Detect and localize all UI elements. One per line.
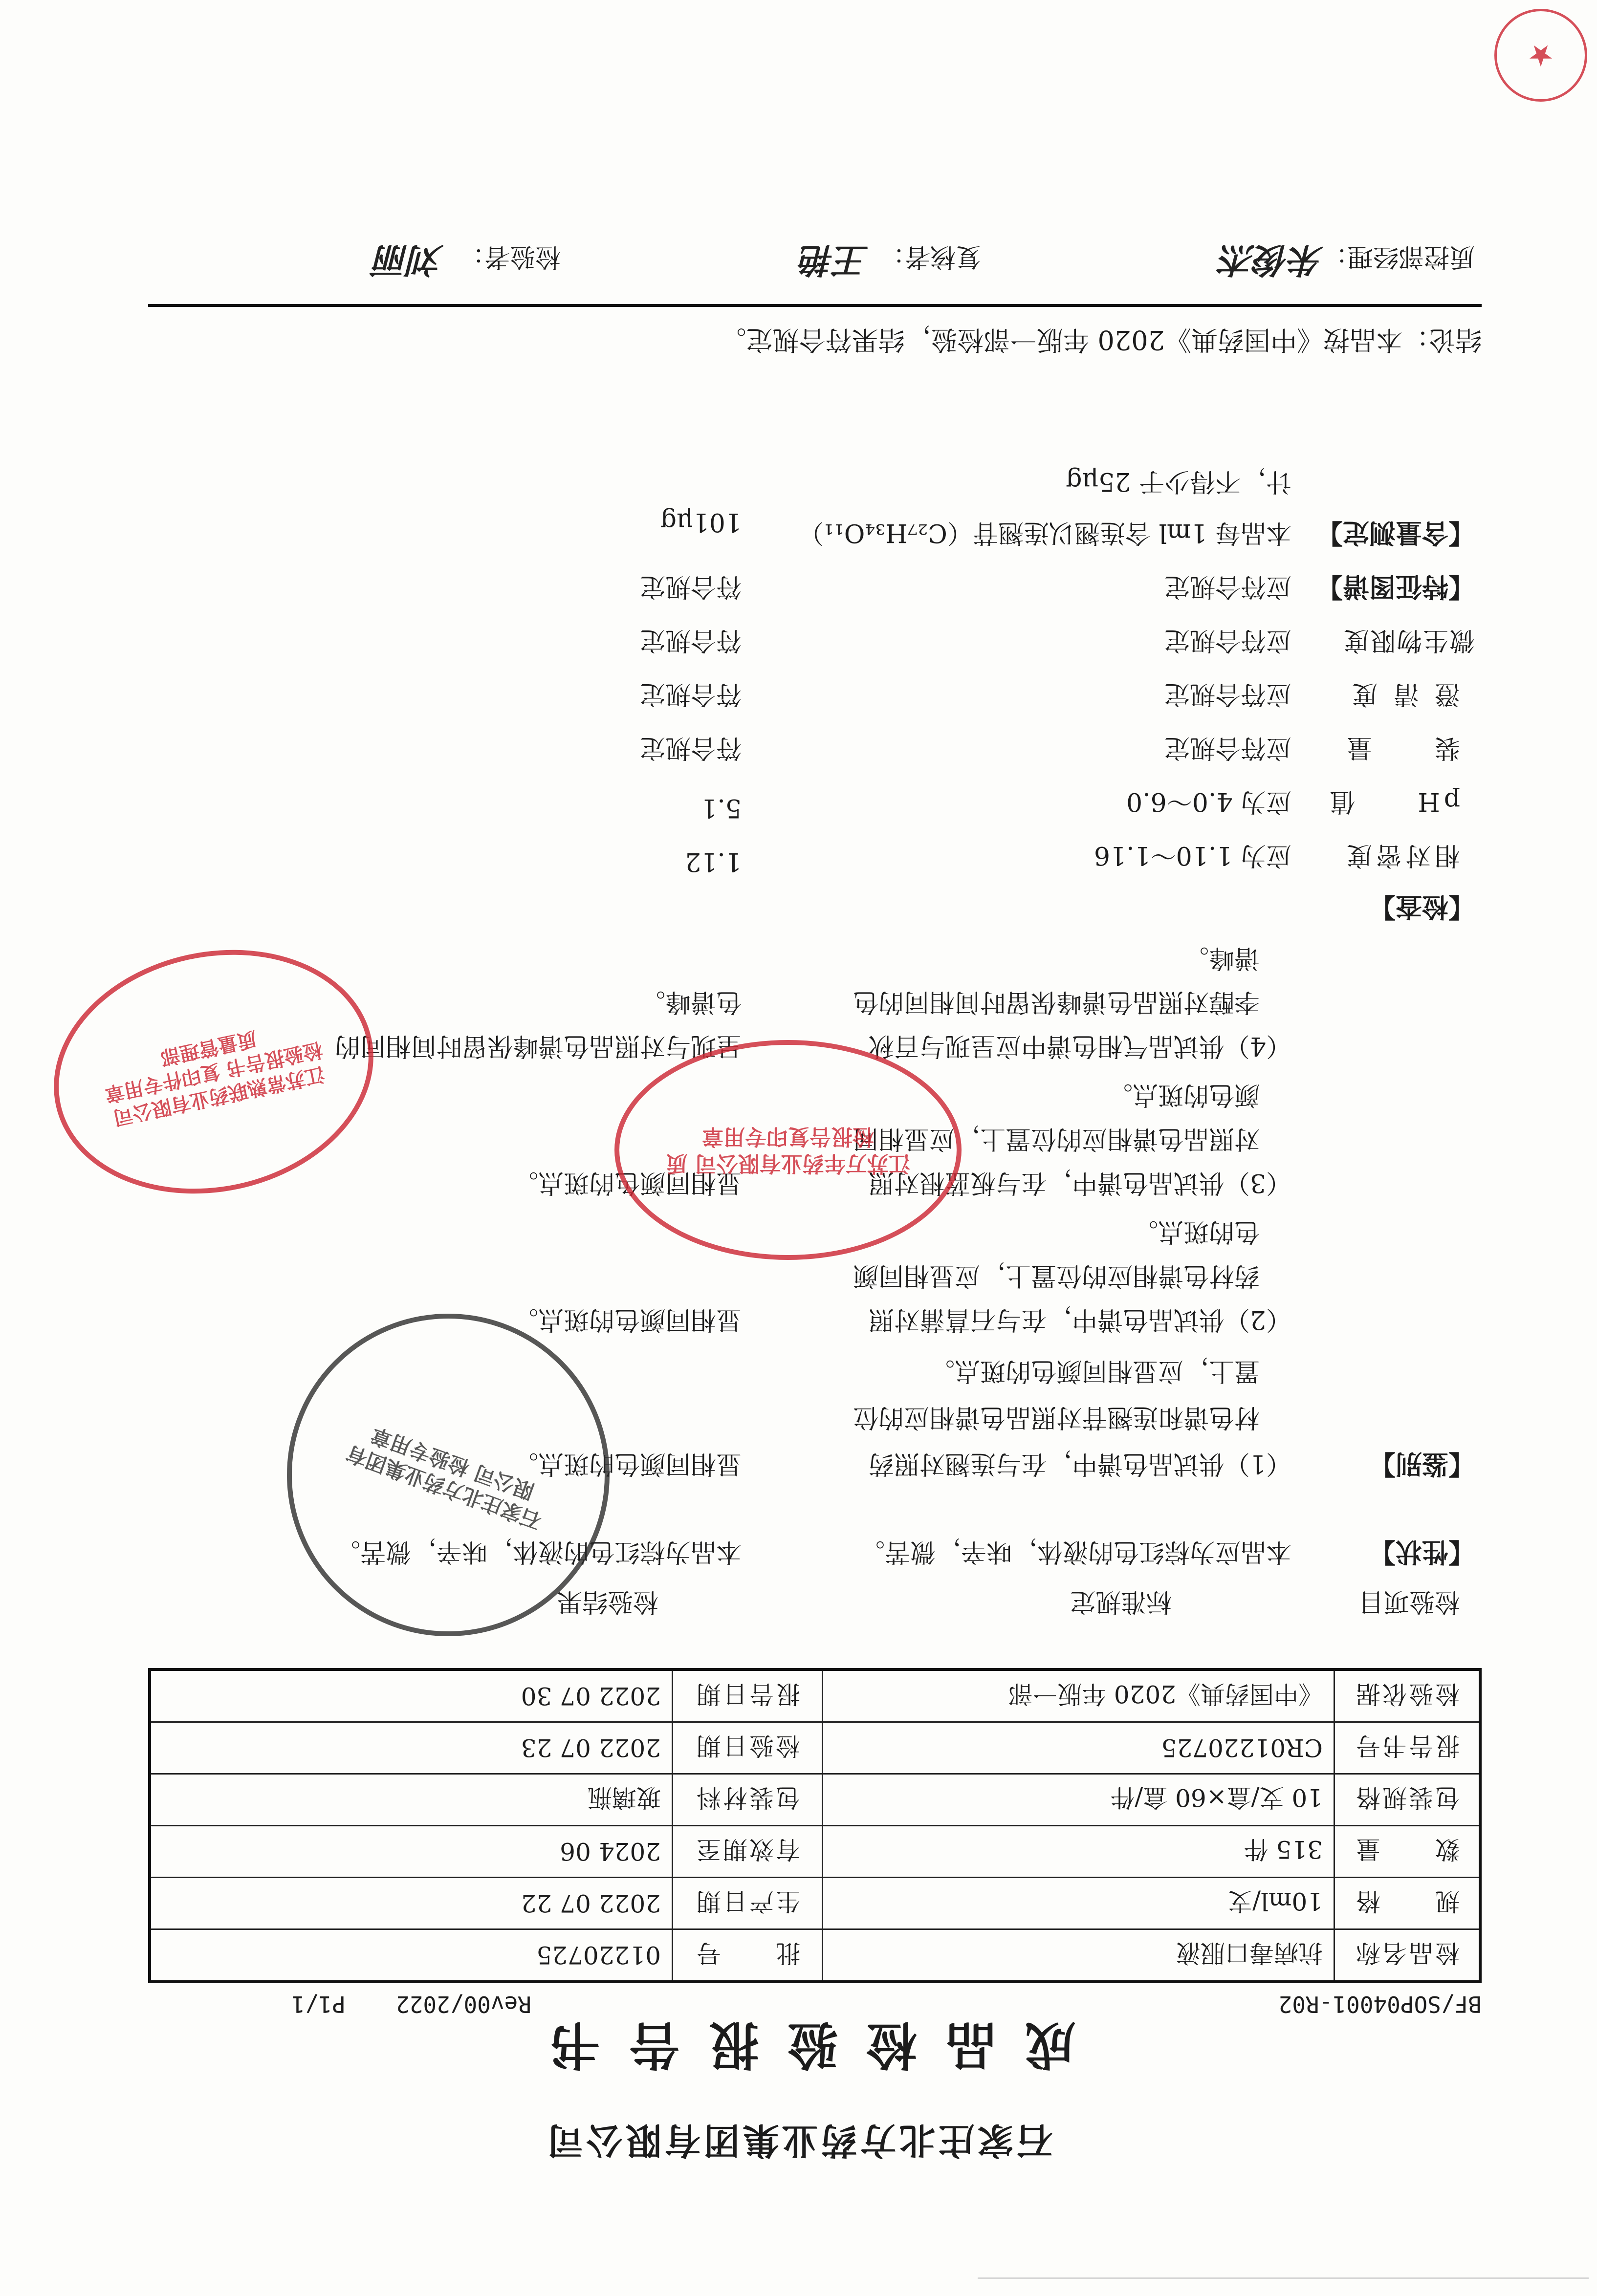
ident-4-result-line-1: 呈现与对照品色谱峰保留时间相同的 [334,1031,742,1061]
table-row [150,1929,1480,1982]
stamp-company-red [31,921,396,1223]
ident-2-line-1: （2）供试品色谱中，在与石菖蒲对照 [868,1305,1291,1334]
stamp-small-red [1494,9,1587,102]
inspector-signature: 刘丽 [375,240,443,280]
value-inspection-date: 2022 07 23 [150,1722,673,1774]
divider [148,304,1482,307]
company-name: 石家庄北方药业集团有限公司 [544,2119,1053,2161]
header-item: 检验项目 [1358,1587,1460,1616]
ident-3-line-3: 颜色的斑点。 [1107,1080,1260,1109]
ident-4-result-line-2: 色谱峰。 [639,987,742,1017]
ident-4-line-2: 李醇对照品色谱峰保留时间相同的色 [853,987,1260,1017]
test-ph-result: 5.1 [701,793,742,823]
value-report-date: 2022 07 30 [150,1669,673,1722]
label-quantity: 数 量 [1334,1826,1481,1878]
value-report-no: CR01220725 [823,1722,1334,1774]
test-ph-label: pH 值 [1326,787,1460,816]
report-title: 成品检验报告书 [521,2015,1076,2075]
ident-1-line-2: 材色谱和连翘苷对照品色谱相应的位 [853,1403,1260,1432]
assay-result: 101μg [660,507,742,537]
section-identification: 【鉴别】 [1369,1449,1475,1480]
value-package-material: 玻璃瓶 [150,1774,673,1826]
label-report-date: 报告日期 [673,1669,823,1722]
ident-2-line-2: 药材色谱相应的位置上，应显相同颜 [853,1261,1260,1290]
assay-standard-line-2: 计，不得少于 25μg [1066,467,1291,496]
test-microbe-label: 微生物限度 [1342,626,1475,655]
section-fingerprint: 【特征图谱】 [1316,571,1475,603]
value-production-date: 2022 07 22 [150,1878,673,1929]
page-number: P1/1 [291,1991,346,2017]
ident-4-line-1: （4）供试品气相色谱中应呈现与百秋 [868,1031,1291,1061]
ident-3-line-1: （3）供试品色谱中，在与板蓝根对照 [868,1168,1291,1197]
label-expiry: 有效期至 [673,1826,823,1878]
inspector-label: 检验者： [459,242,561,271]
document-number: BF/SOP04001-R02 [1278,1991,1482,2017]
test-density-standard: 应为 1.10～1.16 [1094,841,1291,870]
test-volume-result: 符合规定 [639,733,742,762]
test-density-result: 1.12 [685,847,742,876]
conclusion: 结论：本品按《中国药典》2020 年版一部检验，结果符合规定。 [720,325,1482,355]
value-expiry: 2024 06 [150,1826,673,1878]
label-inspection-date: 检验日期 [673,1722,823,1774]
test-clarity-standard: 应符合规定 [1164,679,1291,709]
product-info-table [148,1668,1482,1983]
table-row [150,1774,1480,1826]
test-ph-standard: 应为 4.0～6.0 [1126,787,1291,816]
table-row [150,1669,1480,1722]
manager-signature: 朱俊杰 [1221,240,1323,280]
stamp-copy-red-text: 江苏万年药业有限公司 质检报告复印专用章 [666,1124,910,1176]
appearance-standard: 本品应为棕红色的液体，味辛，微苦。 [859,1537,1291,1566]
value-spec: 10ml/支 [823,1878,1334,1929]
ident-1-result: 显相同颜色的斑点。 [512,1449,742,1478]
reviewer-label: 复核者： [879,242,981,271]
label-package-material: 包装材料 [673,1774,823,1826]
test-density-label: 相对密度 [1342,841,1460,870]
section-assay: 【含量测定】 [1316,518,1475,549]
label-production-date: 生产日期 [673,1878,823,1929]
value-product-name: 抗病毒口服液 [823,1929,1334,1982]
test-volume-standard: 应符合规定 [1164,733,1291,762]
value-batch-no: 01220725 [150,1929,673,1982]
ident-4-line-3: 谱峰。 [1183,943,1260,973]
table-row [150,1722,1480,1774]
table-row [150,1878,1480,1929]
appearance-result: 本品为棕红色的液体，味辛，微苦。 [334,1537,742,1566]
label-report-no: 报告书号 [1334,1722,1481,1774]
section-tests: 【检查】 [1369,891,1475,923]
ident-2-result: 显相同颜色的斑点。 [512,1305,742,1334]
label-product-name: 检品名称 [1334,1929,1481,1982]
ident-3-line-2: 对照品色谱相应的位置上，应显相同 [853,1124,1260,1153]
header-standard: 标准规定 [1070,1587,1172,1616]
test-microbe-result: 符合规定 [639,626,742,655]
stamp-copy-red [614,1040,962,1260]
scan-line [978,2277,1589,2279]
section-appearance: 【性状】 [1369,1537,1475,1568]
reviewer-signature: 王艳 [800,240,869,280]
value-quantity: 315 件 [823,1826,1334,1878]
test-microbe-standard: 应符合规定 [1164,626,1291,655]
assay-standard-line-1: 本品每 1ml 含连翘以连翘苷（C₂₇H₃₄O₁₁） [798,518,1291,547]
test-volume-label: 装 量 [1342,733,1460,762]
star-icon: ★ [1528,38,1554,72]
label-spec: 规 格 [1334,1878,1481,1929]
table-row [150,1826,1480,1878]
manager-label: 质控部经理： [1322,242,1475,271]
test-clarity-result: 符合规定 [639,679,742,709]
ident-1-line-1: （1）供试品色谱中，在与连翘对照药 [868,1449,1291,1478]
label-package-spec: 包装规格 [1334,1774,1481,1826]
value-basis: 《中国药典》2020 年版一部 [823,1669,1334,1722]
header-result: 检验结果 [556,1587,658,1616]
value-package-spec: 10 支/盒×60 盒/件 [823,1774,1334,1826]
ident-2-line-3: 色的斑点。 [1132,1217,1260,1246]
ident-1-line-3: 置上，应显相同颜色的斑点。 [929,1356,1260,1386]
stamp-inspection-black-text: 石家庄北方药业集团有限公司 检验专用章 [343,1423,545,1534]
label-basis: 检验依据 [1334,1669,1481,1722]
fingerprint-result: 符合规定 [639,572,742,601]
ident-3-result: 显相同颜色的斑点。 [512,1168,742,1197]
revision-number: Rev00/2022 [396,1991,531,2017]
test-clarity-label: 澄 清 度 [1348,679,1460,709]
fingerprint-standard: 应符合规定 [1164,572,1291,601]
label-batch-no: 批 号 [673,1929,823,1982]
stamp-company-red-text: 江苏常熟联药业有限公司 检验报告书 复印件专用章 质量管理部 [103,1026,327,1129]
